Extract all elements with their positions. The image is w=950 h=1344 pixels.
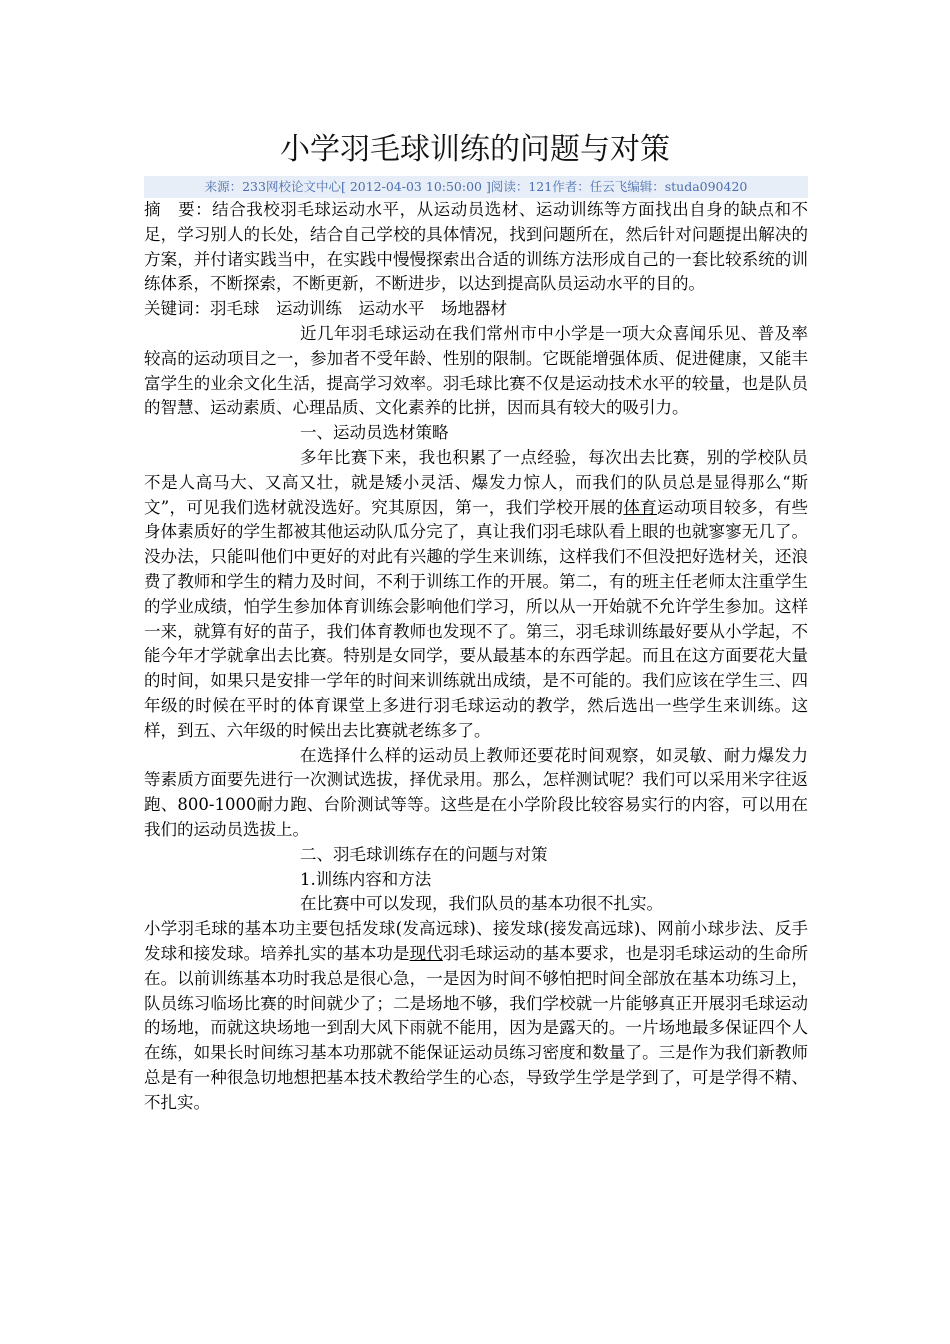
intro-paragraph: 近几年羽毛球运动在我们常州市中小学是一项大众喜闻乐见、普及率较高的运动项目之一，参加者不受年龄、性别的限制。它既能增强体质、促进健康，又能丰富学生的业余文化生活，提高学习效率。羽毛球比赛不仅是运动技术水平的较量，也是队员的智慧、运动素质、心理品质、文化素养的比拼，因而具有较大的吸引力。 bbox=[144, 323, 808, 418]
subsection1-paragraph bbox=[144, 917, 808, 1115]
section-heading-1: 一、运动员选材策略 bbox=[300, 423, 449, 443]
article-meta-bar: 来源：233网校论文中心[ 2012-04-03 10:50:00 ]阅读：121作者：任云飞编辑：studa090420 bbox=[144, 176, 808, 198]
subsection1-lead: 在比赛中可以发现，我们队员的基本功很不扎实。 bbox=[300, 894, 663, 914]
section1-paragraph-2: 在选择什么样的运动员上教师还要花时间观察，如灵敏、耐力爆发力等素质方面要先进行一次测试选拔，择优录用。那么，怎样测试呢？我们可以采用米字往返跑、800-1000耐力跑、台阶测试等等。这些是在小学阶段比较容易实行的内容，可以用在我们的运动员选拔上。 bbox=[144, 745, 808, 839]
section1-paragraph-1 bbox=[144, 446, 808, 744]
keywords-line: 关键词：羽毛球 运动训练 运动水平 场地器材 bbox=[144, 299, 507, 319]
link-sports[interactable]: 体育 bbox=[623, 497, 658, 517]
link-modern[interactable]: 现代 bbox=[409, 943, 443, 963]
article-title: 小学羽毛球训练的问题与对策 bbox=[280, 132, 670, 167]
article-body bbox=[144, 198, 808, 1115]
text-run: 多年比赛下来，我也积累了一点经验，每次出去比赛，别的学校队员不是人高马大、又高又壮，就是矮小灵活、爆发力惊人，而我们的队员总是显得那么“斯文”，可见我们选材就没选好。究其原因，第一，我们学校开展的 bbox=[144, 447, 808, 517]
section-heading-2: 二、羽毛球训练存在的问题与对策 bbox=[300, 844, 548, 864]
text-run: 运动项目较多，有些身体素质好的学生都被其他运动队瓜分完了，真让我们羽毛球队看上眼的也就寥寥无几了。没办法，只能叫他们中更好的对此有兴趣的学生来训练，这样我们不但没把好选材关，还浪费了教师和学生的精力及时间，不利于训练工作的开展。第二，有的班主任老师太注重学生的学业成绩，怕学生参加体育训练会影响他们学习，所以从一开始就不允许学生参加。这样一来，就算有好的苗子，我们体育教师也发现不了。第三，羽毛球训练最好要从小学起，不能今年才学就拿出去比赛。特别是女同学，要从最基本的东西学起。而且在这方面要花大量的时间，如果只是安排一学年的时间来训练就出成绩，是不可能的。我们应该在学生三、四年级的时候在平时的体育课堂上多进行羽毛球运动的教学，然后选出一些学生来训练。这样，到五、六年级的时候出去比赛就老练多了。 bbox=[144, 497, 809, 740]
abstract-paragraph: 摘 要：结合我校羽毛球运动水平，从运动员选材、运动训练等方面找出自身的缺点和不足，学习别人的长处，结合自己学校的具体情况，找到问题所在，然后针对问题提出解决的方案，并付诸实践当中，在实践中慢慢探索出合适的训练方法形成自己的一套比较系统的训练体系，不断探索，不断更新，不断进步，以达到提高队员运动水平的目的。 bbox=[144, 200, 808, 294]
subsection-heading-1: 1.训练内容和方法 bbox=[300, 869, 432, 889]
text-run: 小学羽毛球的基本功主要包括发球(发高远球)、接发球(接发高远球)、网前小球步法、反手发球和接发球。培养扎实的基本功是 bbox=[144, 919, 808, 963]
text-run: 羽毛球运动的基本要求，也是羽毛球运动的生命所在。以前训练基本功时我总是很心急，一是因为时间不够怕把时间全部放在基本功练习上，队员练习临场比赛的时间就少了；二是场地不够，我们学校就一片能够真正开展羽毛球运动的场地，而就这块场地一到刮大风下雨就不能用，因为是露天的。一片场地最多保证四个人在练，如果长时间练习基本功那就不能保证运动员练习密度和数量了。三是作为我们新教师总是有一种很急切地想把基本技术教给学生的心态，导致学生学是学到了，可是学得不精、不扎实。 bbox=[144, 943, 809, 1112]
